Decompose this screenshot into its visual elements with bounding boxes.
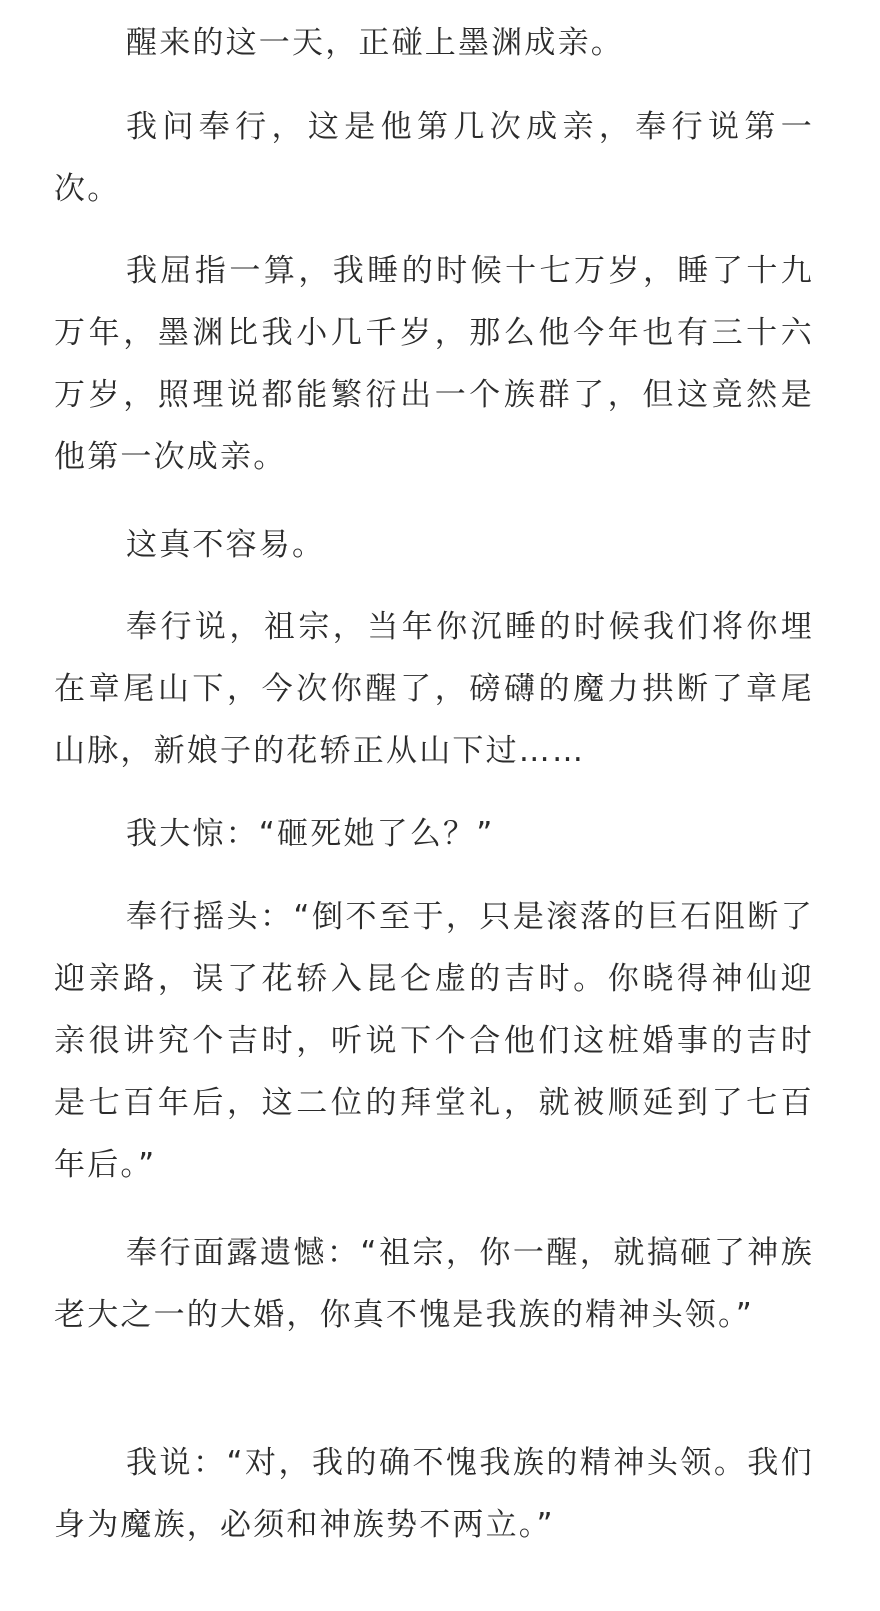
- paragraph-3: 我屈指一算，我睡的时候十七万岁，睡了十九万年，墨渊比我小几千岁，那么他今年也有三十六万岁，照理说都能繁衍出一个族群了，但这竟然是他第一次成亲。: [54, 253, 814, 475]
- paragraph-5: 奉行说，祖宗，当年你沉睡的时候我们将你埋在章尾山下，今次你醒了，磅礴的魔力拱断了章尾山脉，新娘子的花轿正从山下过……: [54, 609, 814, 769]
- paragraph-4: 这真不容易。: [126, 527, 326, 563]
- paragraph-7: 奉行摇头：“倒不至于，只是滚落的巨石阻断了迎亲路，误了花轿入昆仑虚的吉时。你晓得神仙迎亲很讲究个吉时，听说下个合他们这桩婚事的吉时是七百年后，这二位的拜堂礼，就被顺延到了七百年后。”: [54, 899, 814, 1183]
- paragraph-8: 奉行面露遗憾：“祖宗，你一醒，就搞砸了神族老大之一的大婚，你真不愧是我族的精神头领。”: [54, 1235, 814, 1333]
- paragraph-9: 我说：“对，我的确不愧我族的精神头领。我们身为魔族，必须和神族势不两立。”: [54, 1445, 814, 1543]
- paragraph-6: 我大惊：“砸死她了么？”: [126, 816, 495, 852]
- paragraph-2: 我问奉行，这是他第几次成亲，奉行说第一次。: [54, 109, 814, 207]
- paragraph-1: 醒来的这一天，正碰上墨渊成亲。: [126, 25, 624, 61]
